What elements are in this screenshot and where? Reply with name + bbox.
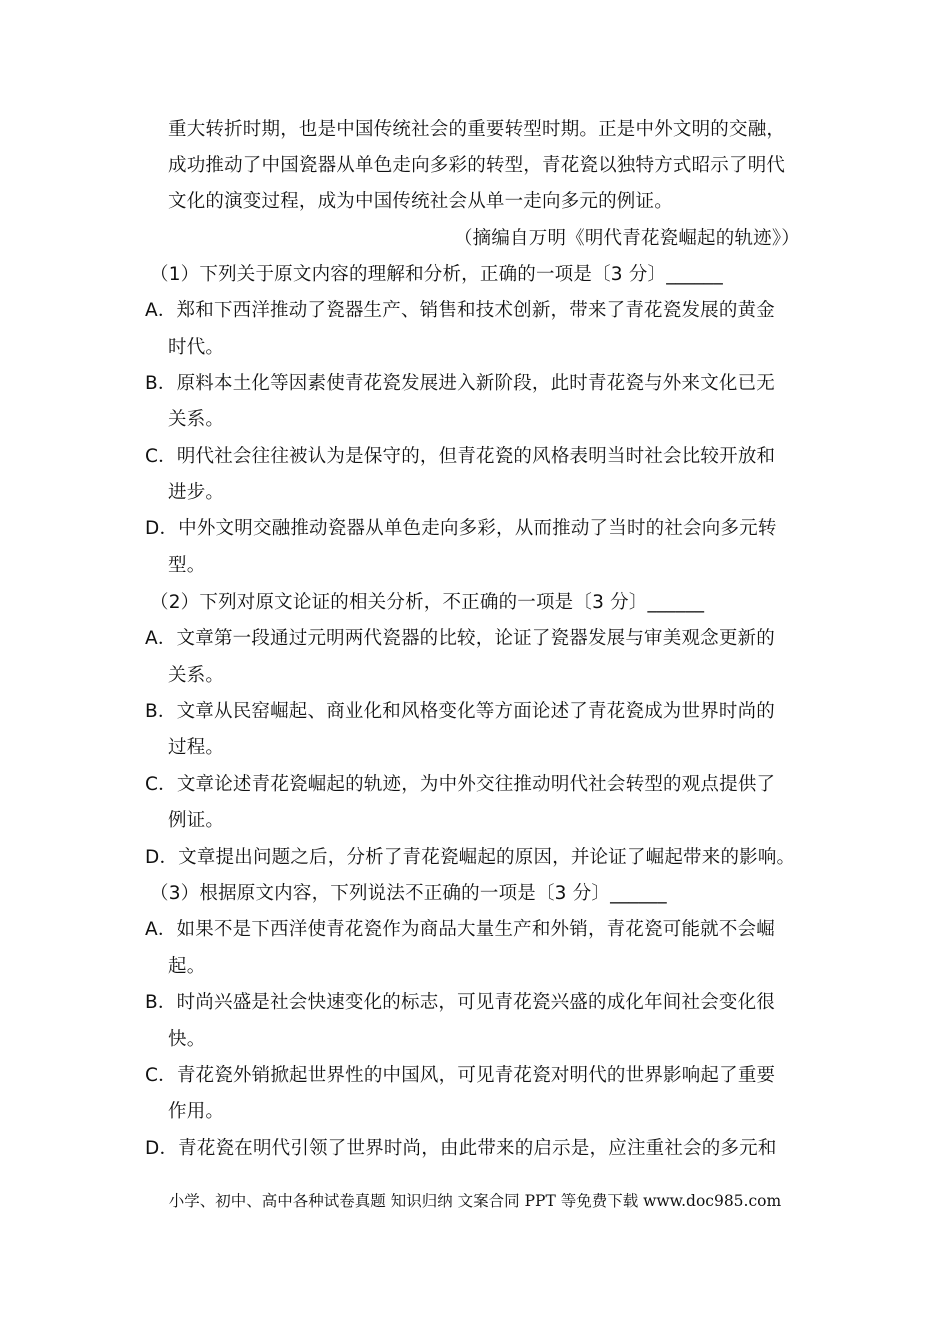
option-a: A．文章第一段通过元明两代瓷器的比较，论证了瓷器发展与审美观念更新的 xyxy=(145,628,775,649)
option-c-continued: 例证。 xyxy=(168,810,225,831)
option-a: A．如果不是下西洋使青花瓷作为商品大量生产和外销，青花瓷可能就不会崛 xyxy=(145,919,775,940)
option-c: C．青花瓷外销掀起世界性的中国风，可见青花瓷对明代的世界影响起了重要 xyxy=(145,1065,776,1086)
question-stem: （2）下列对原文论证的相关分析，不正确的一项是〔3 分〕______ xyxy=(150,592,705,613)
option-c: C．文章论述青花瓷崛起的轨迹，为中外交往推动明代社会转型的观点提供了 xyxy=(145,774,776,795)
passage-line: 文化的演变过程，成为中国传统社会从单一走向多元的例证。 xyxy=(168,191,673,212)
option-a-continued: 起。 xyxy=(168,956,206,977)
passage-line: 重大转折时期，也是中国传统社会的重要转型时期。正是中外文明的交融， xyxy=(168,119,786,140)
option-a-continued: 关系。 xyxy=(168,665,225,686)
option-d-continued: 型。 xyxy=(168,555,206,576)
option-b-continued: 关系。 xyxy=(168,409,225,430)
passage-source: （摘编自万明《明代青花瓷崛起的轨迹》） xyxy=(453,228,800,249)
option-b: B．文章从民窑崛起、商业化和风格变化等方面论述了青花瓷成为世界时尚的 xyxy=(145,701,775,722)
option-c-continued: 进步。 xyxy=(168,482,225,503)
option-d: D．中外文明交融推动瓷器从单色走向多彩，从而推动了当时的社会向多元转 xyxy=(145,518,777,539)
option-b: B．时尚兴盛是社会快速变化的标志，可见青花瓷兴盛的成化年间社会变化很 xyxy=(145,992,775,1013)
question-stem: （1）下列关于原文内容的理解和分析，正确的一项是〔3 分〕______ xyxy=(150,264,723,285)
option-b-continued: 过程。 xyxy=(168,737,225,758)
option-a-continued: 时代。 xyxy=(168,337,225,358)
option-d: D．青花瓷在明代引领了世界时尚，由此带来的启示是，应注重社会的多元和 xyxy=(145,1138,777,1159)
option-a: A．郑和下西洋推动了瓷器生产、销售和技术创新，带来了青花瓷发展的黄金 xyxy=(145,300,775,321)
option-b-continued: 快。 xyxy=(168,1029,206,1050)
passage-line: 成功推动了中国瓷器从单色走向多彩的转型，青花瓷以独特方式昭示了明代 xyxy=(168,155,786,176)
option-b: B．原料本土化等因素使青花瓷发展进入新阶段，此时青花瓷与外来文化已无 xyxy=(145,373,775,394)
option-d: D．文章提出问题之后，分析了青花瓷崛起的原因，并论证了崛起带来的影响。 xyxy=(145,847,796,868)
page-footer: 小学、初中、高中各种试卷真题 知识归纳 文案合同 PPT 等免费下载 www.doc985.com xyxy=(168,1192,782,1210)
option-c-continued: 作用。 xyxy=(168,1101,225,1122)
option-c: C．明代社会往往被认为是保守的，但青花瓷的风格表明当时社会比较开放和 xyxy=(145,446,776,467)
question-stem: （3）根据原文内容，下列说法不正确的一项是〔3 分〕______ xyxy=(150,883,667,904)
